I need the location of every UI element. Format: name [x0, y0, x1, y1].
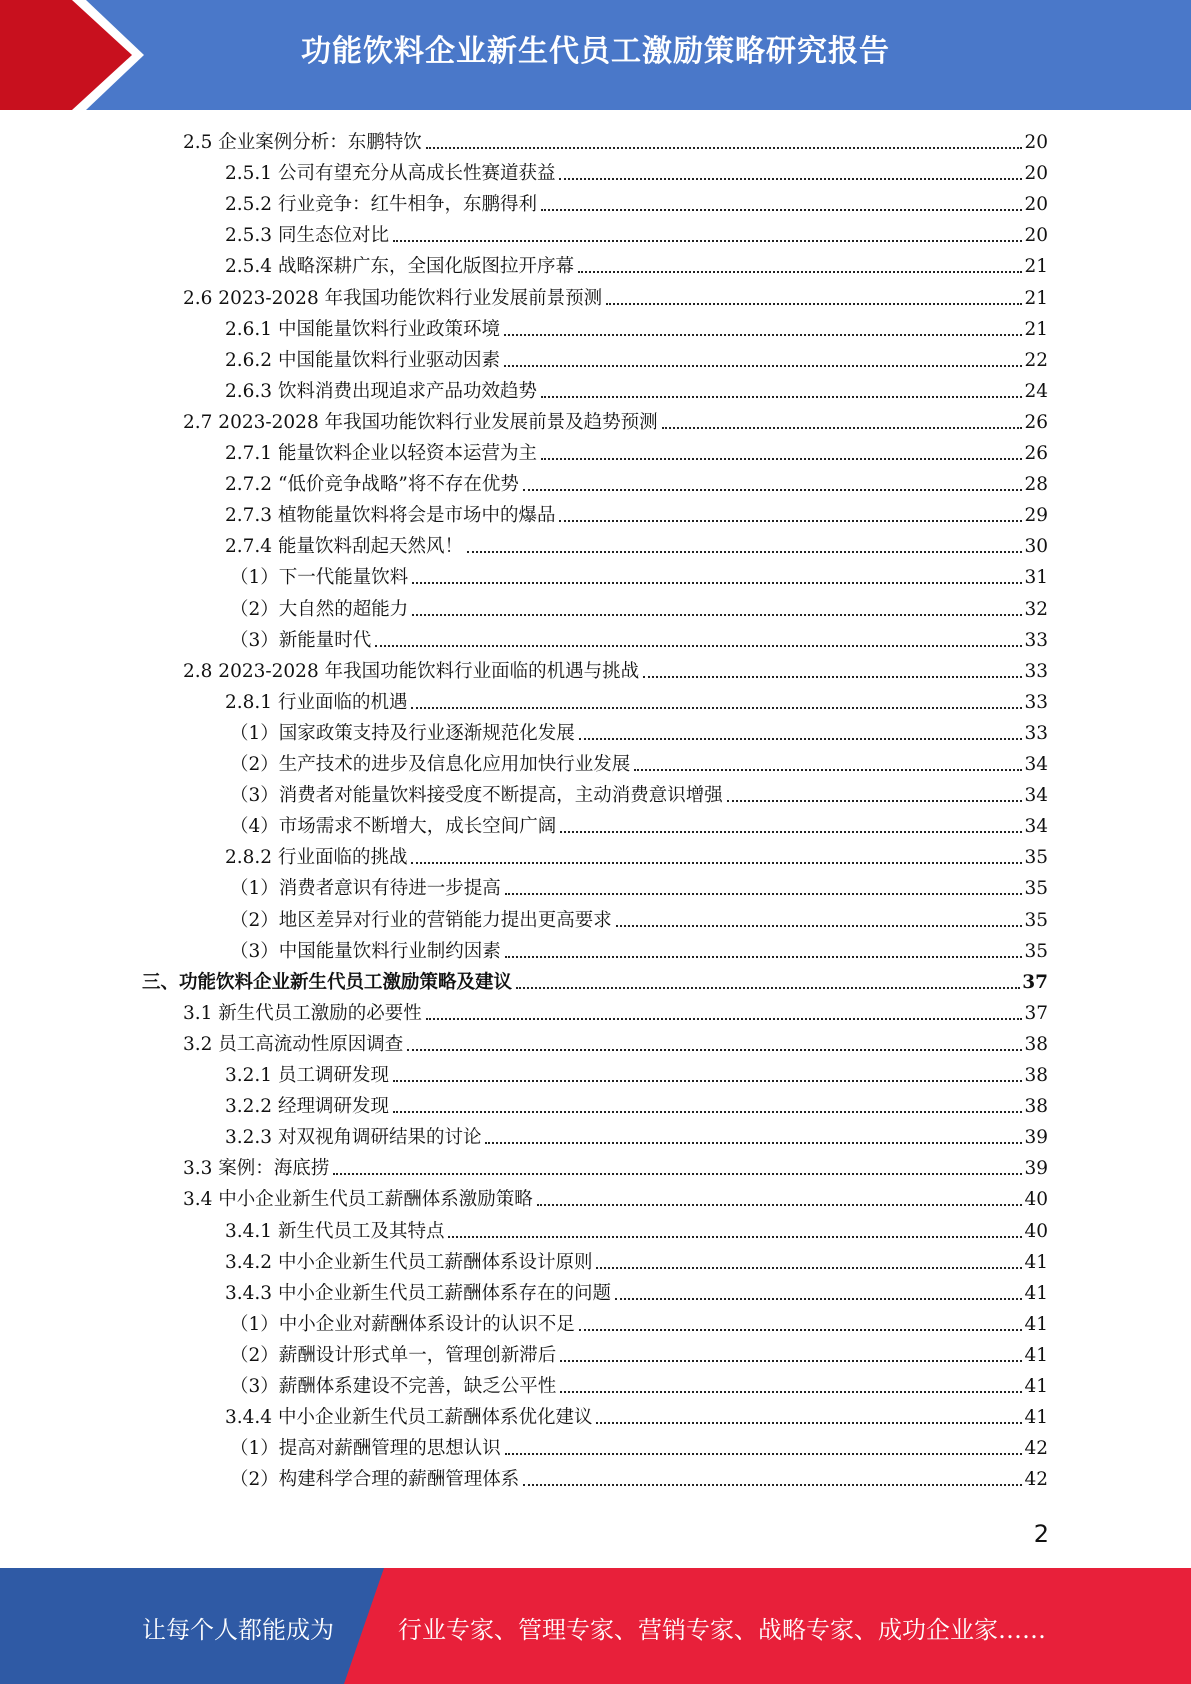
toc-entry-page: 34	[1024, 816, 1048, 838]
toc-entry-label: 3.2.2 经理调研发现	[225, 1096, 389, 1118]
toc-entry-label: 2.7.4 能量饮料刮起天然风！	[225, 536, 463, 558]
toc-entry-label: 2.6.1 中国能量饮料行业政策环境	[225, 318, 500, 340]
toc-leader-dots	[579, 1329, 1023, 1331]
toc-leader-dots	[393, 1080, 1022, 1082]
toc-entry-label: 2.6 2023-2028 年我国功能饮料行业发展前景预测	[183, 287, 603, 309]
toc-entry[interactable]	[183, 998, 1048, 1029]
toc-leader-dots	[579, 738, 1023, 740]
toc-entry[interactable]	[225, 220, 1048, 251]
toc-entry[interactable]	[225, 189, 1048, 220]
toc-leader-dots	[541, 396, 1022, 398]
toc-entry-label: 2.5.2 行业竞争：红牛相争，东鹏得利	[225, 194, 537, 216]
toc-leader-dots	[516, 987, 1020, 989]
toc-entry[interactable]	[230, 718, 1048, 749]
toc-leader-dots	[504, 365, 1022, 367]
toc-entry-page: 32	[1024, 598, 1048, 620]
toc-entry-label: （1）消费者意识有待进一步提高	[230, 878, 501, 900]
toc-entry[interactable]	[225, 500, 1048, 531]
toc-entry[interactable]	[183, 1153, 1048, 1184]
toc-leader-dots	[541, 458, 1022, 460]
toc-entry[interactable]	[225, 376, 1048, 407]
toc-entry[interactable]	[225, 1091, 1048, 1122]
toc-entry[interactable]	[183, 283, 1048, 314]
toc-entry-page: 28	[1024, 474, 1048, 496]
toc-entry[interactable]	[230, 873, 1048, 904]
toc-leader-dots	[596, 1422, 1022, 1424]
toc-leader-dots	[412, 614, 1022, 616]
toc-entry-page: 42	[1024, 1469, 1048, 1491]
toc-entry-label: （2）地区差异对行业的营销能力提出更高要求	[230, 909, 612, 931]
toc-entry[interactable]	[183, 407, 1048, 438]
toc-entry-page: 20	[1024, 132, 1048, 153]
toc-leader-dots	[541, 209, 1022, 211]
toc-entry[interactable]	[230, 936, 1048, 967]
toc-leader-dots	[537, 1204, 1023, 1206]
toc-entry-page: 38	[1024, 1033, 1048, 1055]
toc-entry-page: 22	[1024, 349, 1048, 371]
toc-entry[interactable]	[225, 1402, 1048, 1433]
toc-entry-label: （1）下一代能量饮料	[230, 567, 409, 589]
toc-entry[interactable]	[183, 656, 1048, 687]
toc-leader-dots	[505, 893, 1023, 895]
toc-entry-page: 20	[1024, 225, 1048, 247]
toc-entry-label: 2.7.3 植物能量饮料将会是市场中的爆品	[225, 505, 556, 527]
toc-leader-dots	[596, 1267, 1022, 1269]
toc-leader-dots	[505, 1453, 1023, 1455]
toc-leader-dots	[333, 1173, 1022, 1175]
toc-entry-page: 20	[1024, 194, 1048, 216]
toc-entry[interactable]	[142, 967, 1048, 998]
toc-entry[interactable]	[225, 438, 1048, 469]
toc-entry-label: （3）新能量时代	[230, 629, 372, 651]
toc-entry-page: 37	[1024, 1002, 1048, 1024]
toc-entry-page: 30	[1024, 536, 1048, 558]
toc-entry-page: 35	[1024, 940, 1048, 962]
toc-entry-page: 38	[1024, 1065, 1048, 1086]
toc-entry-label: 2.6.2 中国能量饮料行业驱动因素	[225, 349, 500, 371]
toc-entry[interactable]	[225, 531, 1048, 562]
toc-entry[interactable]	[230, 594, 1048, 625]
toc-entry-label: 3.2 员工高流动性原因调查	[183, 1033, 404, 1055]
toc-leader-dots	[523, 489, 1023, 491]
toc-entry-label: 3.4.4 中小企业新生代员工薪酬体系优化建议	[225, 1407, 593, 1429]
toc-entry-label: 3.3 案例：海底捞	[183, 1158, 330, 1180]
toc-entry-page: 41	[1024, 1344, 1048, 1366]
toc-entry-label: 2.7.1 能量饮料企业以轻资本运营为主	[225, 443, 537, 464]
toc-entry[interactable]	[230, 780, 1048, 811]
toc-entry[interactable]	[225, 842, 1048, 873]
toc-entry[interactable]	[230, 562, 1048, 593]
toc-leader-dots	[412, 582, 1022, 584]
toc-entry-label: （4）市场需求不断增大，成长空间广阔	[230, 816, 557, 838]
toc-entry-page: 39	[1024, 1158, 1048, 1180]
toc-entry-label: 2.8.1 行业面临的机遇	[225, 691, 408, 713]
toc-entry-label: （3）中国能量饮料行业制约因素	[230, 940, 501, 962]
toc-entry-label: 3.4.2 中小企业新生代员工薪酬体系设计原则	[225, 1251, 593, 1273]
toc-entry[interactable]	[183, 1184, 1048, 1215]
toc-entry-page: 33	[1024, 722, 1048, 744]
footer-band	[0, 1568, 1191, 1684]
toc-leader-dots	[560, 1360, 1022, 1362]
toc-entry[interactable]	[230, 749, 1048, 780]
toc-entry-page: 37	[1022, 971, 1048, 993]
toc-entry[interactable]	[183, 127, 1048, 158]
toc-entry[interactable]	[225, 345, 1048, 376]
toc-entry-page: 38	[1024, 1096, 1048, 1118]
toc-entry[interactable]	[225, 469, 1048, 500]
toc-entry-page: 42	[1024, 1438, 1048, 1460]
toc-entry-label: 2.8.2 行业面临的挑战	[225, 847, 408, 869]
toc-entry-label: 3.4.1 新生代员工及其特点	[225, 1220, 445, 1242]
page-number: 2	[1033, 1520, 1049, 1548]
toc-entry-label: 3.2.3 对双视角调研结果的讨论	[225, 1127, 482, 1149]
toc-leader-dots	[560, 831, 1022, 833]
toc-entry-label: （1）提高对薪酬管理的思想认识	[230, 1438, 501, 1460]
toc-entry[interactable]	[225, 1060, 1048, 1091]
footer-slogan-left: 让每个人都能成为	[142, 1616, 334, 1644]
toc-entry-label: 2.8 2023-2028 年我国功能饮料行业面临的机遇与挑战	[183, 660, 640, 682]
header-band	[0, 0, 1191, 110]
toc-entry[interactable]	[225, 158, 1048, 189]
toc-entry-page: 33	[1024, 629, 1048, 651]
toc-entry[interactable]	[230, 1340, 1048, 1371]
toc-entry-page: 40	[1024, 1220, 1048, 1242]
toc-entry-label: 三、功能饮料企业新生代员工激励策略及建议	[142, 971, 513, 993]
toc-leader-dots	[485, 1142, 1022, 1144]
toc-entry-label: 3.2.1 员工调研发现	[225, 1065, 389, 1086]
toc-entry[interactable]	[225, 314, 1048, 345]
toc-entry-page: 33	[1024, 691, 1048, 713]
toc-leader-dots	[606, 303, 1022, 305]
toc-entry-label: （2）生产技术的进步及信息化应用加快行业发展	[230, 754, 631, 775]
toc-entry-page: 34	[1024, 754, 1048, 775]
toc-entry-page: 41	[1024, 1313, 1048, 1335]
toc-entry-label: 3.4.3 中小企业新生代员工薪酬体系存在的问题	[225, 1282, 611, 1304]
toc-entry-label: 2.5 企业案例分析：东鹏特饮	[183, 132, 422, 153]
toc-leader-dots	[411, 707, 1022, 709]
toc-entry[interactable]	[225, 1216, 1048, 1247]
toc-entry-label: 2.7 2023-2028 年我国功能饮料行业发展前景及趋势预测	[183, 411, 658, 433]
toc-entry[interactable]	[230, 1371, 1048, 1402]
toc-entry-page: 26	[1024, 443, 1048, 464]
toc-entry-page: 21	[1024, 287, 1048, 309]
toc-leader-dots	[578, 271, 1022, 273]
toc-entry-page: 35	[1024, 878, 1048, 900]
toc-entry-page: 26	[1024, 411, 1048, 433]
toc-leader-dots	[523, 1484, 1022, 1486]
toc-entry-page: 41	[1024, 1376, 1048, 1397]
report-title: 功能饮料企业新生代员工激励策略研究报告	[301, 34, 890, 69]
toc-entry[interactable]	[225, 687, 1048, 718]
toc-leader-dots	[727, 800, 1023, 802]
toc-entry-label: 2.5.1 公司有望充分从高成长性赛道获益	[225, 163, 556, 185]
toc-leader-dots	[504, 334, 1022, 336]
toc-leader-dots	[448, 1236, 1022, 1238]
toc-entry-page: 41	[1024, 1407, 1048, 1429]
toc-entry[interactable]	[225, 251, 1048, 282]
toc-leader-dots	[393, 240, 1022, 242]
toc-entry[interactable]	[225, 1278, 1048, 1309]
toc-entry-page: 35	[1024, 909, 1048, 931]
toc-leader-dots	[634, 769, 1022, 771]
toc-entry[interactable]	[230, 811, 1048, 842]
toc-entry-page: 34	[1024, 785, 1048, 807]
toc-leader-dots	[375, 645, 1022, 647]
toc-leader-dots	[560, 1391, 1022, 1393]
toc-entry-label: （3）薪酬体系建设不完善，缺乏公平性	[230, 1376, 557, 1397]
toc-entry[interactable]	[230, 1464, 1048, 1495]
toc-leader-dots	[615, 1298, 1022, 1300]
toc-entry-page: 29	[1024, 505, 1048, 527]
toc-entry-page: 21	[1024, 318, 1048, 340]
toc-entry-page: 41	[1024, 1251, 1048, 1273]
toc-entry-label: 3.4 中小企业新生代员工薪酬体系激励策略	[183, 1189, 533, 1211]
toc-entry-label: （1）中小企业对薪酬体系设计的认识不足	[230, 1313, 575, 1335]
toc-entry[interactable]	[225, 1247, 1048, 1278]
toc-leader-dots	[411, 862, 1022, 864]
toc-entry-page: 21	[1024, 256, 1048, 278]
toc-entry[interactable]	[183, 1029, 1048, 1060]
toc-leader-dots	[559, 520, 1022, 522]
toc-leader-dots	[426, 147, 1023, 149]
toc-entry-page: 33	[1024, 660, 1048, 682]
toc-entry[interactable]	[225, 1122, 1048, 1153]
toc-entry[interactable]	[230, 905, 1048, 936]
toc-leader-dots	[467, 551, 1022, 553]
toc-entry-label: （3）消费者对能量饮料接受度不断提高，主动消费意识增强	[230, 785, 723, 807]
toc-entry-page: 20	[1024, 163, 1048, 185]
toc-leader-dots	[393, 1111, 1022, 1113]
toc-leader-dots	[426, 1018, 1023, 1020]
footer-slogan-right: 行业专家、管理专家、营销专家、战略专家、成功企业家……	[398, 1616, 1046, 1644]
toc-entry-label: 2.7.2 “低价竞争战略”将不存在优势	[225, 474, 519, 496]
toc-entry[interactable]	[230, 625, 1048, 656]
toc-entry-label: （2）构建科学合理的薪酬管理体系	[230, 1469, 520, 1491]
toc-leader-dots	[559, 178, 1022, 180]
toc-entry-label: 2.6.3 饮料消费出现追求产品功效趋势	[225, 380, 537, 402]
toc-leader-dots	[662, 427, 1023, 429]
toc-leader-dots	[643, 676, 1022, 678]
toc-entry-page: 31	[1024, 567, 1048, 589]
toc-leader-dots	[616, 925, 1023, 927]
toc-entry-label: 2.5.3 同生态位对比	[225, 225, 389, 247]
toc-entry-label: 3.1 新生代员工激励的必要性	[183, 1002, 422, 1024]
toc-entry-label: （2）薪酬设计形式单一，管理创新滞后	[230, 1344, 557, 1366]
toc-entry-page: 24	[1024, 380, 1048, 402]
toc-entry[interactable]	[230, 1433, 1048, 1464]
toc-entry-label: 2.5.4 战略深耕广东，全国化版图拉开序幕	[225, 256, 574, 278]
toc-entry-page: 41	[1024, 1282, 1048, 1304]
toc-entry-label: （2）大自然的超能力	[230, 598, 409, 620]
toc-entry-label: （1）国家政策支持及行业逐渐规范化发展	[230, 722, 575, 744]
toc-entry-page: 39	[1024, 1127, 1048, 1149]
toc-leader-dots	[407, 1049, 1022, 1051]
toc-leader-dots	[505, 956, 1023, 958]
toc-entry[interactable]	[230, 1309, 1048, 1340]
toc-entry-page: 35	[1024, 847, 1048, 869]
toc-entry-page: 40	[1024, 1189, 1048, 1211]
